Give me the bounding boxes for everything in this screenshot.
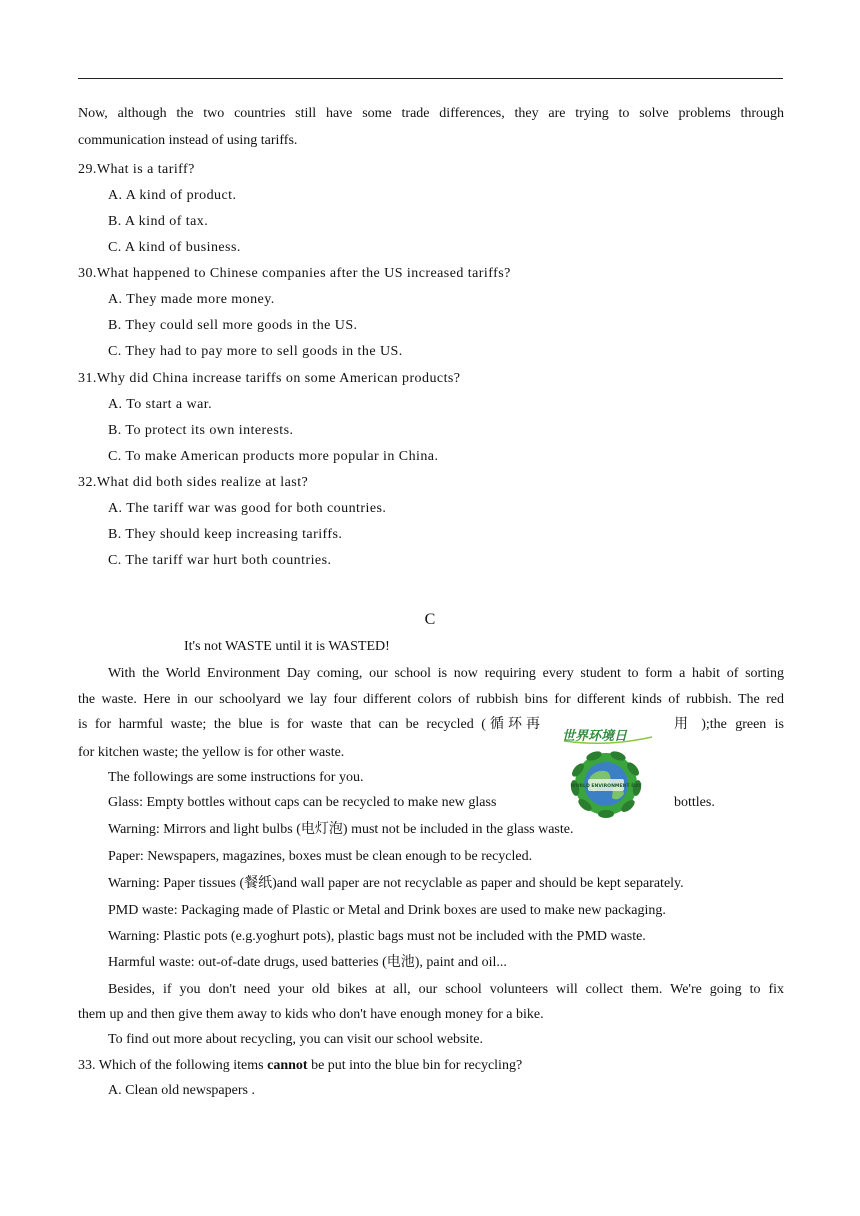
passage-line: them up and then give them away to kids who don't have enough money for a bike. bbox=[78, 1007, 544, 1022]
question-text: be put into the blue bin for recycling? bbox=[307, 1058, 523, 1073]
option: A. A kind of product. bbox=[108, 188, 237, 203]
passage-line: PMD waste: Packaging made of Plastic or Metal and Drink boxes are used to make new packaging. bbox=[108, 903, 666, 918]
passage-line: The followings are some instructions for you. bbox=[108, 770, 364, 785]
option: B. To protect its own interests. bbox=[108, 423, 294, 438]
option: A. They made more money. bbox=[108, 292, 275, 307]
passage-line: Warning: Paper tissues (餐纸)and wall paper are not recyclable as paper and should be kept separately. bbox=[108, 876, 684, 891]
passage-line: for kitchen waste; the yellow is for other waste. bbox=[78, 745, 345, 760]
passage-line: Paper: Newspapers, magazines, boxes must be clean enough to be recycled. bbox=[108, 849, 533, 864]
passage-line: communication instead of using tariffs. bbox=[78, 133, 298, 148]
question-text: 33. Which of the following items bbox=[78, 1058, 268, 1073]
world-environment-day-logo bbox=[558, 722, 658, 818]
question-31: 31.Why did China increase tariffs on some American products? bbox=[78, 371, 461, 386]
question-30: 30.What happened to Chinese companies after the US increased tariffs? bbox=[78, 266, 511, 281]
passage-line: Harmful waste: out-of-date drugs, used batteries (电池), paint and oil... bbox=[108, 955, 507, 970]
section-letter: C bbox=[424, 611, 436, 628]
option: B. A kind of tax. bbox=[108, 214, 209, 229]
earth-icon bbox=[558, 722, 658, 818]
logo-banner-text: 世界环境日 bbox=[562, 729, 628, 744]
passage-line: Glass: Empty bottles without caps can be recycled to make new glass bbox=[108, 795, 497, 810]
question-29: 29.What is a tariff? bbox=[78, 162, 195, 177]
option: C. They had to pay more to sell goods in the US. bbox=[108, 344, 403, 359]
passage-line: Now, although the two countries still have some trade differences, they are trying to solve problems through bbox=[78, 106, 784, 121]
header-rule bbox=[78, 78, 783, 79]
passage-title: It's not WASTE until it is WASTED! bbox=[184, 639, 390, 654]
passage-line: bottles. bbox=[674, 795, 715, 810]
option: B. They could sell more goods in the US. bbox=[108, 318, 358, 333]
passage-line: To find out more about recycling, you can visit our school website. bbox=[108, 1032, 483, 1047]
option: A. Clean old newspapers . bbox=[108, 1083, 255, 1098]
question-32: 32.What did both sides realize at last? bbox=[78, 475, 309, 490]
option: C. To make American products more popular in China. bbox=[108, 449, 439, 464]
passage-line: the waste. Here in our schoolyard we lay four different colors of rubbish bins for different kinds of rubbish. The red bbox=[78, 692, 784, 707]
question-33 bbox=[78, 1059, 522, 1073]
passage-line: 用 );the green is bbox=[674, 717, 784, 732]
option: A. To start a war. bbox=[108, 397, 213, 412]
option: C. A kind of business. bbox=[108, 240, 241, 255]
passage-line: is for harmful waste; the blue is for waste that can be recycled (循环再 bbox=[78, 717, 540, 732]
passage-line: Besides, if you don't need your old bikes at all, our school volunteers will collect them. We're going to fix bbox=[108, 982, 784, 997]
passage-line: Warning: Mirrors and light bulbs (电灯泡) must not be included in the glass waste. bbox=[108, 822, 574, 837]
passage-line: With the World Environment Day coming, our school is now requiring every student to form a habit of sorting bbox=[108, 666, 784, 681]
option: C. The tariff war hurt both countries. bbox=[108, 553, 332, 568]
logo-badge-text: WORLD ENVIRONMENT DAY bbox=[570, 784, 642, 789]
option: A. The tariff war was good for both countries. bbox=[108, 501, 387, 516]
question-emphasis: cannot bbox=[267, 1058, 308, 1073]
passage-line: Warning: Plastic pots (e.g.yoghurt pots), plastic bags must not be included with the PMD waste. bbox=[108, 929, 646, 944]
option: B. They should keep increasing tariffs. bbox=[108, 527, 343, 542]
